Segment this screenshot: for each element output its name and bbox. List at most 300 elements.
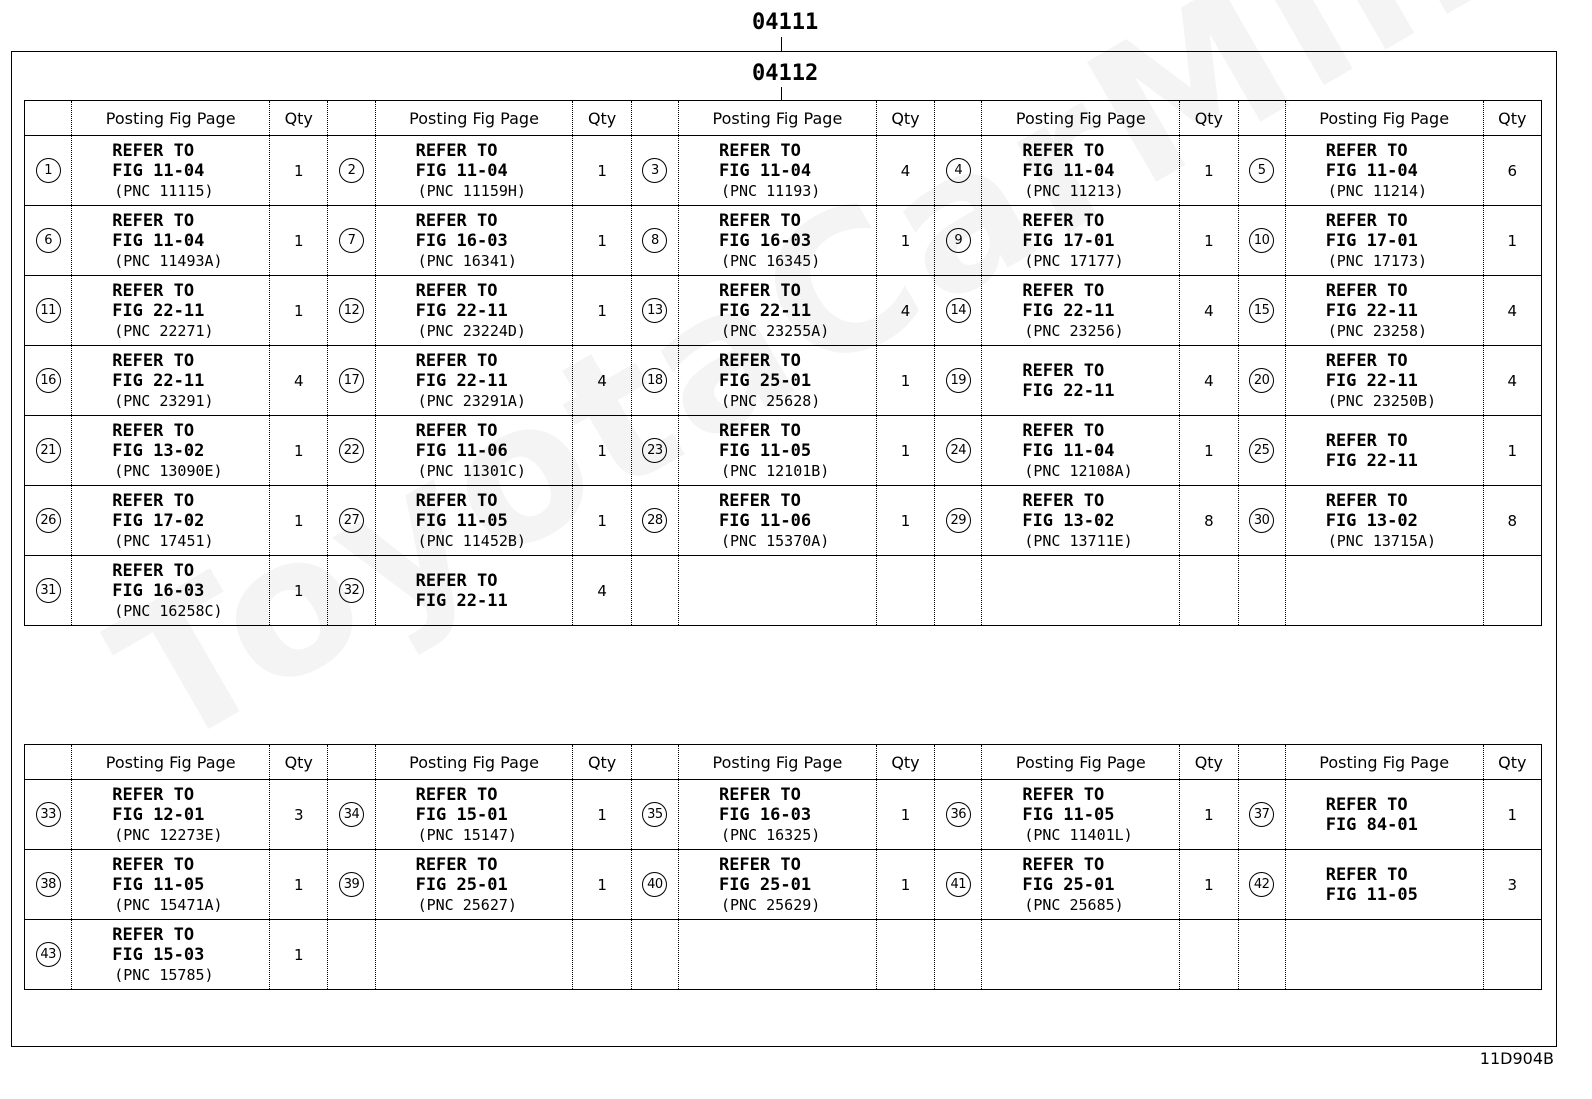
reference-cell [982,850,1180,920]
pnc-line: (PNC 23255A) [720,321,830,340]
fig-line: FIG 25-01 [718,874,812,895]
pnc-line: (PNC 11193) [720,181,821,200]
callout-cell [25,920,72,990]
reference-cell [1285,346,1483,416]
empty-cell [573,920,631,990]
refer-line: REFER TO [718,854,801,875]
pnc-line: (PNC 12108A) [1024,461,1133,480]
callout-cell [328,276,375,346]
qty-cell: 1 [876,346,934,416]
reference-cell [375,486,573,556]
refer-line: REFER TO [112,490,195,511]
qty-cell: 1 [1180,136,1238,206]
empty-cell [1285,556,1483,626]
reference-cell [1285,780,1483,850]
refer-line: REFER TO [718,490,801,511]
refer-line: REFER TO [112,350,195,371]
fig-line: FIG 11-04 [1022,160,1115,181]
callout-cell [1238,276,1285,346]
callout-cell [328,486,375,556]
callout-cell [25,486,72,556]
qty-cell: 1 [1180,416,1238,486]
callout-cell [631,276,678,346]
fig-line: FIG 22-11 [1325,300,1418,321]
qty-cell: 1 [270,136,328,206]
qty-cell: 1 [876,416,934,486]
pnc-line: (PNC 17173) [1327,251,1428,270]
callout-cell [25,346,72,416]
reference-cell [1285,206,1483,276]
empty-cell [375,920,573,990]
reference-cell [72,136,270,206]
empty-cell [631,920,678,990]
pnc-line: (PNC 15147) [417,825,517,844]
pnc-line: (PNC 17451) [114,531,214,550]
pnc-line: (PNC 11214) [1327,181,1428,200]
pnc-line: (PNC 23224D) [417,321,526,340]
refer-line: REFER TO [415,420,498,441]
refer-line: REFER TO [415,140,498,161]
callout-number: 17 [339,368,364,393]
header-qty: Qty [876,745,934,780]
refer-line: REFER TO [112,560,195,581]
sub-leader-line [781,87,782,101]
pnc-line: (PNC 16345) [720,251,821,270]
pnc-line: (PNC 16341) [417,251,517,270]
empty-cell [1285,920,1483,990]
reference-cell [375,346,573,416]
reference-cell [1285,136,1483,206]
header-posting: Posting Fig Page [375,101,573,136]
fig-line: FIG 22-11 [415,370,508,391]
qty-cell: 4 [1180,346,1238,416]
refer-line: REFER TO [1022,420,1105,441]
reference-cell [72,780,270,850]
pnc-line: (PNC 15370A) [720,531,830,550]
header-qty: Qty [1483,101,1541,136]
table-row [25,920,1542,990]
callout-cell [328,136,375,206]
top-leader-line [781,37,782,51]
refer-line: REFER TO [1022,140,1105,161]
callout-cell [935,486,982,556]
table-row [25,850,1542,920]
refer-line: REFER TO [1325,280,1408,301]
fig-line: FIG 17-02 [112,510,205,531]
fig-line: FIG 11-04 [1022,440,1115,461]
empty-cell [982,556,1180,626]
callout-number: 31 [36,578,61,603]
fig-line: FIG 17-01 [1325,230,1418,251]
empty-cell [1180,920,1238,990]
pnc-line: (PNC 25629) [720,895,821,914]
table-row [25,780,1542,850]
fig-line: FIG 15-03 [112,944,205,965]
refer-line: REFER TO [415,570,498,591]
qty-cell: 1 [270,920,328,990]
sub-part-label: 04112 [752,61,819,86]
callout-number: 28 [642,508,667,533]
callout-number: 5 [1249,158,1274,183]
callout-number: 18 [642,368,667,393]
pnc-line: (PNC 15785) [114,965,214,984]
refer-line: REFER TO [718,420,801,441]
callout-cell [935,276,982,346]
qty-cell: 1 [270,416,328,486]
empty-cell [678,920,876,990]
header-posting: Posting Fig Page [1285,101,1483,136]
qty-cell: 4 [1483,346,1541,416]
refer-line: REFER TO [718,350,801,371]
refer-line: REFER TO [1022,210,1105,231]
callout-number: 16 [36,368,61,393]
callout-cell [1238,416,1285,486]
header-num-cell [631,101,678,136]
qty-cell: 1 [1483,780,1541,850]
refer-line: REFER TO [1325,794,1408,815]
callout-number: 8 [642,228,667,253]
empty-cell [1180,556,1238,626]
fig-line: FIG 17-01 [1022,230,1115,251]
callout-number: 25 [1249,438,1274,463]
callout-number: 43 [36,942,61,967]
table-header-row [25,101,1542,136]
fig-line: FIG 25-01 [415,874,508,895]
reference-cell [678,276,876,346]
header-posting: Posting Fig Page [982,101,1180,136]
pnc-line: (PNC 11115) [114,181,214,200]
reference-cell [982,276,1180,346]
pnc-line: (PNC 23291) [114,391,214,410]
pnc-line: (PNC 23256) [1024,321,1124,340]
header-qty: Qty [1180,101,1238,136]
pnc-line: (PNC 13715A) [1327,531,1437,550]
fig-line: FIG 11-05 [718,440,812,461]
header-num-cell [328,745,375,780]
pnc-line: (PNC 11452B) [417,531,526,550]
reference-cell [1285,850,1483,920]
callout-number: 3 [642,158,667,183]
callout-number: 26 [36,508,61,533]
fig-line: FIG 25-01 [718,370,812,391]
callout-number: 21 [36,438,61,463]
fig-line: FIG 22-11 [1022,380,1115,401]
fig-line: FIG 11-06 [415,440,508,461]
reference-cell [375,780,573,850]
callout-number: 40 [642,872,667,897]
callout-cell [935,416,982,486]
header-posting: Posting Fig Page [678,101,876,136]
table-row [25,136,1542,206]
reference-cell [72,556,270,626]
fig-line: FIG 25-01 [1022,874,1115,895]
empty-cell [1483,556,1541,626]
refer-line: REFER TO [112,280,195,301]
refer-line: REFER TO [1325,490,1408,511]
refer-line: REFER TO [112,210,195,231]
pnc-line: (PNC 13090E) [114,461,223,480]
reference-cell [982,486,1180,556]
callout-cell [1238,346,1285,416]
qty-cell: 4 [876,136,934,206]
qty-cell: 4 [1483,276,1541,346]
qty-cell: 1 [876,486,934,556]
refer-line: REFER TO [415,210,498,231]
callout-number: 14 [946,298,971,323]
table-row [25,346,1542,416]
reference-cell [678,486,876,556]
qty-cell: 4 [270,346,328,416]
empty-cell [1238,920,1285,990]
callout-cell [1238,486,1285,556]
pnc-line: (PNC 12273E) [114,825,223,844]
fig-line: FIG 22-11 [112,300,205,321]
reference-cell [678,850,876,920]
header-posting: Posting Fig Page [72,745,270,780]
pnc-line: (PNC 13711E) [1024,531,1133,550]
qty-cell: 1 [573,850,631,920]
callout-cell [935,780,982,850]
pnc-line: (PNC 25628) [720,391,821,410]
reference-cell [72,206,270,276]
pnc-line: (PNC 11493A) [114,251,223,270]
reference-cell [678,780,876,850]
empty-cell [982,920,1180,990]
qty-cell: 1 [876,780,934,850]
refer-line: REFER TO [1325,350,1408,371]
header-posting: Posting Fig Page [982,745,1180,780]
reference-cell [72,920,270,990]
reference-cell [982,346,1180,416]
callout-cell [935,136,982,206]
callout-cell [328,556,375,626]
qty-cell: 1 [573,486,631,556]
callout-cell [1238,136,1285,206]
header-num-cell [935,745,982,780]
empty-cell [1238,556,1285,626]
qty-cell: 1 [270,486,328,556]
header-num-cell [935,101,982,136]
qty-cell: 1 [1483,416,1541,486]
fig-line: FIG 12-01 [112,804,205,825]
refer-line: REFER TO [112,420,195,441]
pnc-line: (PNC 16258C) [114,601,223,620]
refer-line: REFER TO [1022,784,1105,805]
callout-number: 32 [339,578,364,603]
refer-line: REFER TO [1325,864,1408,885]
reference-cell [678,136,876,206]
qty-cell: 1 [1180,780,1238,850]
qty-cell: 1 [573,276,631,346]
qty-cell: 4 [1180,276,1238,346]
header-qty: Qty [573,101,631,136]
callout-number: 30 [1249,508,1274,533]
qty-cell: 1 [876,850,934,920]
empty-cell [678,556,876,626]
reference-cell [375,206,573,276]
refer-line: REFER TO [718,210,801,231]
fig-line: FIG 22-11 [415,300,508,321]
callout-number: 23 [642,438,667,463]
fig-line: FIG 11-04 [112,230,205,251]
qty-cell: 1 [573,136,631,206]
callout-number: 11 [36,298,61,323]
callout-cell [328,346,375,416]
pnc-line: (PNC 16325) [720,825,821,844]
qty-cell: 1 [876,206,934,276]
reference-cell [982,780,1180,850]
reference-cell [375,556,573,626]
fig-line: FIG 22-11 [1325,450,1418,471]
fig-line: FIG 13-02 [112,440,205,461]
qty-cell: 6 [1483,136,1541,206]
refer-line: REFER TO [415,350,498,371]
callout-number: 37 [1249,802,1274,827]
callout-cell [25,136,72,206]
reference-cell [678,416,876,486]
pnc-line: (PNC 12101B) [720,461,830,480]
empty-cell [631,556,678,626]
qty-cell: 1 [270,206,328,276]
callout-cell [935,346,982,416]
fig-line: FIG 11-05 [112,874,205,895]
fig-line: FIG 16-03 [718,230,812,251]
qty-cell: 8 [1180,486,1238,556]
qty-cell: 4 [876,276,934,346]
empty-cell [1483,920,1541,990]
reference-cell [678,206,876,276]
callout-cell [1238,206,1285,276]
callout-number: 19 [946,368,971,393]
empty-cell [876,920,934,990]
fig-line: FIG 11-05 [1022,804,1115,825]
header-num-cell [25,745,72,780]
pnc-line: (PNC 23291A) [417,391,526,410]
reference-cell [1285,276,1483,346]
callout-cell [1238,850,1285,920]
fig-line: FIG 11-06 [718,510,812,531]
callout-number: 24 [946,438,971,463]
reference-cell [375,416,573,486]
fig-line: FIG 16-03 [718,804,812,825]
reference-table-2 [24,744,1542,990]
refer-line: REFER TO [1022,854,1105,875]
qty-cell: 4 [573,556,631,626]
table-row [25,416,1542,486]
refer-line: REFER TO [718,280,801,301]
reference-cell [375,136,573,206]
callout-cell [1238,780,1285,850]
qty-cell: 3 [1483,850,1541,920]
callout-number: 7 [339,228,364,253]
callout-number: 2 [339,158,364,183]
callout-number: 13 [642,298,667,323]
reference-cell [375,276,573,346]
qty-cell: 1 [1180,850,1238,920]
fig-line: FIG 84-01 [1325,814,1418,835]
refer-line: REFER TO [718,784,801,805]
empty-cell [935,556,982,626]
callout-cell [328,416,375,486]
header-posting: Posting Fig Page [678,745,876,780]
header-posting: Posting Fig Page [72,101,270,136]
header-posting: Posting Fig Page [1285,745,1483,780]
reference-cell [72,486,270,556]
callout-cell [25,850,72,920]
qty-cell: 1 [270,556,328,626]
reference-cell [1285,486,1483,556]
callout-cell [328,850,375,920]
reference-cell [982,416,1180,486]
callout-number: 38 [36,872,61,897]
fig-line: FIG 13-02 [1325,510,1418,531]
header-num-cell [1238,101,1285,136]
pnc-line: (PNC 11301C) [417,461,526,480]
qty-cell: 1 [1180,206,1238,276]
fig-line: FIG 11-04 [718,160,812,181]
fig-line: FIG 16-03 [415,230,508,251]
refer-line: REFER TO [112,140,195,161]
fig-line: FIG 11-05 [415,510,508,531]
callout-number: 9 [946,228,971,253]
header-num-cell [631,745,678,780]
qty-cell: 1 [573,206,631,276]
callout-number: 35 [642,802,667,827]
refer-line: REFER TO [415,784,498,805]
pnc-line: (PNC 11159H) [417,181,526,200]
fig-line: FIG 13-02 [1022,510,1115,531]
callout-cell [631,136,678,206]
header-qty: Qty [270,101,328,136]
qty-cell: 1 [270,850,328,920]
reference-cell [72,850,270,920]
fig-line: FIG 15-01 [415,804,508,825]
qty-cell: 4 [573,346,631,416]
callout-number: 41 [946,872,971,897]
qty-cell: 1 [1483,206,1541,276]
callout-number: 33 [36,802,61,827]
table-row [25,206,1542,276]
callout-number: 10 [1249,228,1274,253]
callout-number: 6 [36,228,61,253]
top-part-label: 04111 [752,10,819,35]
header-qty: Qty [270,745,328,780]
callout-number: 15 [1249,298,1274,323]
header-num-cell [1238,745,1285,780]
fig-line: FIG 22-11 [718,300,812,321]
reference-cell [72,276,270,346]
refer-line: REFER TO [1325,140,1408,161]
callout-number: 27 [339,508,364,533]
table-row [25,556,1542,626]
callout-number: 20 [1249,368,1274,393]
fig-line: FIG 22-11 [1325,370,1418,391]
fig-line: FIG 22-11 [415,590,508,611]
reference-cell [375,850,573,920]
fig-line: FIG 11-04 [415,160,508,181]
header-qty: Qty [1180,745,1238,780]
qty-cell: 8 [1483,486,1541,556]
callout-cell [25,556,72,626]
table-header-row [25,745,1542,780]
pnc-line: (PNC 11401L) [1024,825,1133,844]
callout-cell [631,416,678,486]
header-num-cell [328,101,375,136]
reference-table-1 [24,100,1542,626]
reference-cell [1285,416,1483,486]
pnc-line: (PNC 23258) [1327,321,1428,340]
callout-cell [631,346,678,416]
